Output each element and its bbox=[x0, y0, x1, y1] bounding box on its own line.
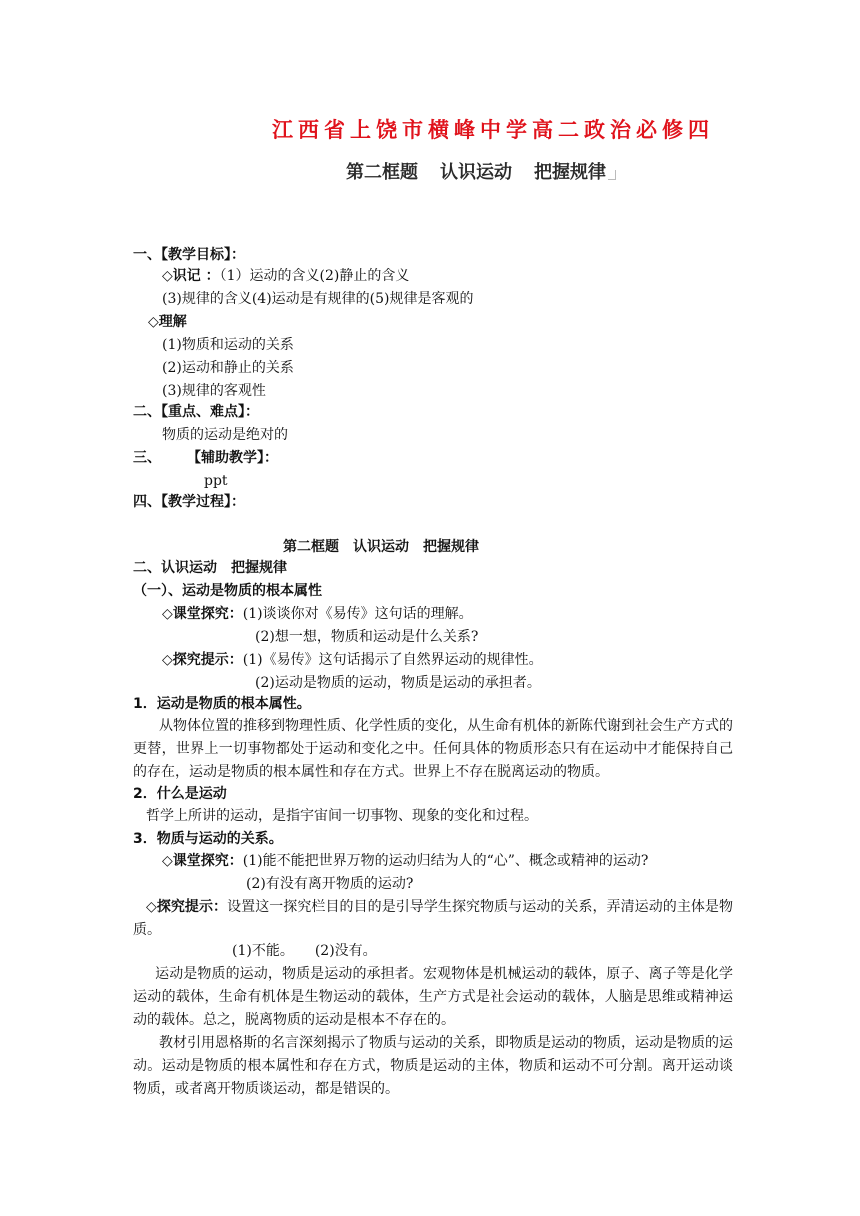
lesson-section-heading: 二、认识运动 把握规律 bbox=[133, 560, 287, 576]
point-1-paragraph bbox=[133, 715, 733, 784]
explore-label: ◇课堂探究： bbox=[162, 606, 243, 622]
hint2-label: ◇探究提示： bbox=[146, 899, 228, 915]
keypoints-text: 物质的运动是绝对的 bbox=[162, 427, 288, 443]
relation-text-1: 运动是物质的运动，物质是运动的承担者。宏观物体是机械运动的载体，原子、离子等是化学运动的载体，生命有机体是生物运动的载体，生产方式是社会运动的载体，人脑是思维或精神运动的载体。总之，脱离物质的运动是根本不存在的。 bbox=[133, 966, 733, 1028]
aids-text: ppt bbox=[204, 473, 228, 489]
understand-item-3: (3)规律的客观性 bbox=[162, 383, 266, 399]
explore-question-2: (2)想一想，物质和运动是什么关系? bbox=[255, 629, 479, 645]
aids-heading bbox=[133, 448, 278, 468]
hint-answer-1: (1)《易传》这句话揭示了自然界运动的规律性。 bbox=[242, 652, 543, 668]
hint2-text: 设置这一探究栏目的目的是引导学生探究物质与运动的关系，弄清运动的主体是物质。 bbox=[133, 899, 733, 938]
understand-item-2: (2)运动和静止的关系 bbox=[162, 360, 294, 376]
recall-line-1 bbox=[162, 266, 409, 286]
process-heading: 四、【教学过程】： bbox=[133, 494, 245, 510]
recall-items-1: （1）运动的含义(2)静止的含义 bbox=[219, 268, 410, 284]
objectives-heading: 一、【教学目标】： bbox=[133, 247, 245, 263]
explore-line-1 bbox=[162, 604, 473, 624]
explore2-line-1 bbox=[162, 851, 648, 871]
aids-heading-label: 【辅助教学】： bbox=[187, 450, 278, 466]
recall-label: ◇识记 ： bbox=[162, 268, 220, 284]
explore2-label: ◇课堂探究： bbox=[162, 853, 243, 869]
lesson-center-title: 第二框题 认识运动 把握规律 bbox=[283, 539, 479, 555]
lesson-sub-heading: （一）、运动是物质的根本属性 bbox=[133, 583, 322, 599]
hint2-paragraph bbox=[133, 896, 733, 942]
recall-line-2: (3)规律的含义(4)运动是有规律的(5)规律是客观的 bbox=[162, 291, 474, 307]
document-title: 江西省上饶市横峰中学高二政治必修四 bbox=[272, 118, 714, 142]
point-1-text: 从物体位置的推移到物理性质、化学性质的变化，从生命有机体的新陈代谢到社会生产方式的更替，世界上一切事物都处于运动和变化之中。任何具体的物质形态只有在运动中才能保持自己的存在，运动是物质的根本属性和存在方式。世界上不存在脱离运动的物质。 bbox=[133, 718, 733, 780]
aids-heading-number: 三、 bbox=[133, 450, 161, 466]
explore-question-1: (1)谈谈你对《易传》这句话的理解。 bbox=[242, 606, 473, 622]
relation-paragraph-1 bbox=[133, 963, 733, 1032]
subtitle-part-2: 认识运动 bbox=[440, 162, 512, 183]
point-3-heading: 3．物质与运动的关系。 bbox=[133, 831, 283, 847]
understand-label: ◇理解 bbox=[148, 314, 187, 330]
relation-text-2: 教材引用恩格斯的名言深刻揭示了物质与运动的关系，即物质是运动的物质，运动是物质的运动。运动是物质的根本属性和存在方式，物质是运动的主体，物质和运动不可分割。离开运动谈物质，或者离开物质谈运动，都是错误的。 bbox=[133, 1035, 733, 1097]
keypoints-heading: 二、【重点、难点】： bbox=[133, 404, 259, 420]
understand-item-1: (1)物质和运动的关系 bbox=[162, 337, 294, 353]
point-2-heading: 2．什么是运动 bbox=[133, 786, 227, 802]
subtitle-part-3: 把握规律 bbox=[534, 162, 606, 183]
hint-line-1 bbox=[162, 650, 543, 670]
explore2-question-1: (1)能不能把世界万物的运动归结为人的“心”、概念或精神的运动? bbox=[242, 853, 649, 869]
relation-paragraph-2 bbox=[133, 1032, 733, 1101]
explore2-question-2: (2)有没有离开物质的运动? bbox=[246, 876, 414, 892]
point-1-heading: 1．运动是物质的根本属性。 bbox=[133, 696, 311, 712]
hint-answer-2: (2)运动是物质的运动，物质是运动的承担者。 bbox=[255, 675, 541, 691]
document-subtitle bbox=[346, 158, 616, 184]
point-2-text: 哲学上所讲的运动，是指宇宙间一切事物、现象的变化和过程。 bbox=[146, 808, 538, 824]
hint-label: ◇探究提示： bbox=[162, 652, 243, 668]
subtitle-part-1: 第二框题 bbox=[346, 162, 418, 183]
paragraph-mark-icon bbox=[608, 170, 616, 180]
hint2-answers: (1)不能。 (2)没有。 bbox=[232, 943, 377, 959]
